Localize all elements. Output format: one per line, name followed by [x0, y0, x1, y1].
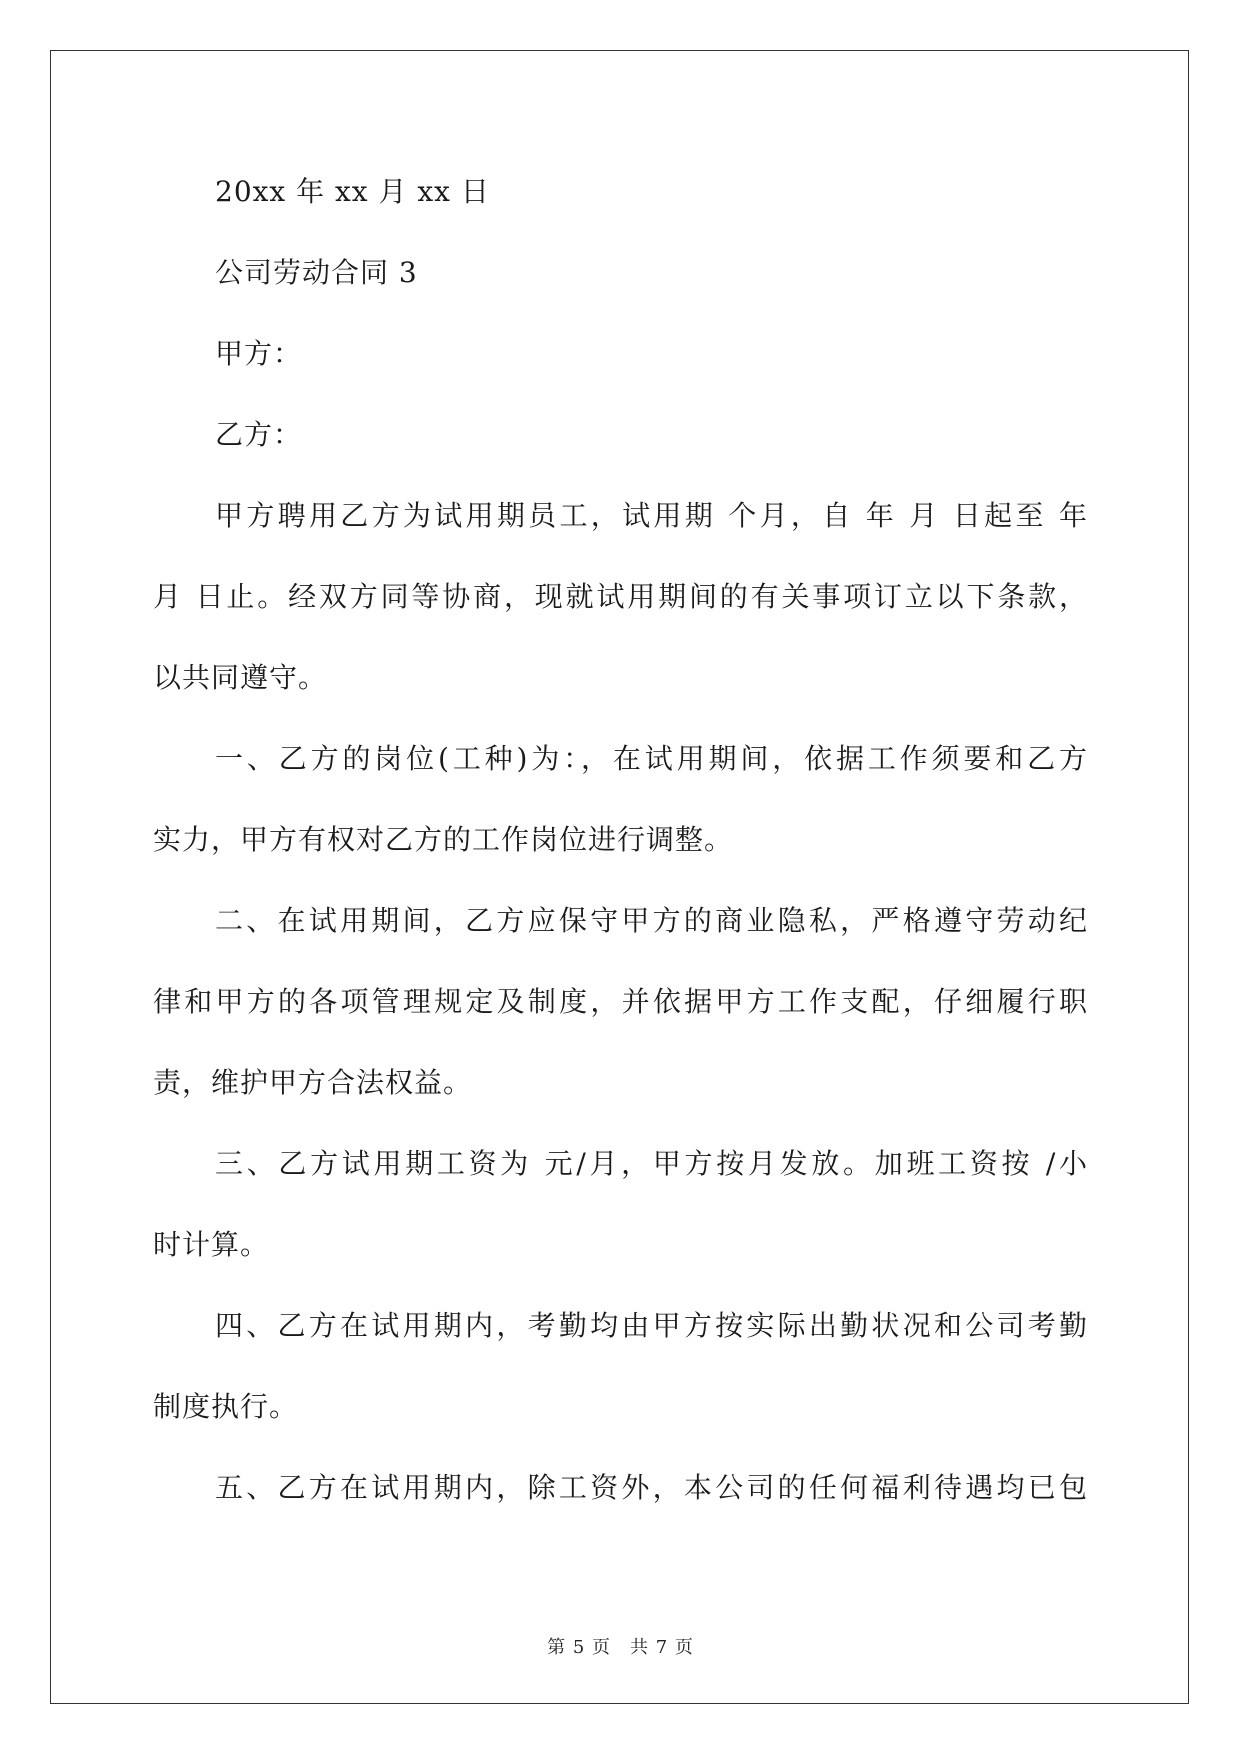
date-line: 20xx 年 xx 月 xx 日 — [215, 175, 490, 208]
party-b-label: 乙方： — [215, 418, 303, 451]
clause-1-line-1: 一、乙方的岗位(工种)为：，在试用期间，依据工作须要和乙方 — [215, 742, 1088, 775]
clause-2-line-2: 律和甲方的各项管理规定及制度，并依据甲方工作支配，仔细履行职 — [153, 985, 1088, 1018]
clause-2-line-3: 责，维护甲方合法权益。 — [153, 1066, 473, 1099]
clause-3-line-2: 时计算。 — [153, 1228, 270, 1261]
clause-1-line-2: 实力，甲方有权对乙方的工作岗位进行调整。 — [153, 823, 734, 856]
clause-2-line-1: 二、在试用期间，乙方应保守甲方的商业隐私，严格遵守劳动纪 — [215, 904, 1088, 937]
page-footer: 第 5 页 共 7 页 — [547, 1637, 694, 1658]
party-a-label: 甲方： — [215, 337, 303, 370]
clause-4-line-2: 制度执行。 — [153, 1390, 299, 1423]
intro-line-2: 月 日止。经双方同等协商，现就试用期间的有关事项订立以下条款， — [153, 580, 1088, 613]
clause-5-line-1: 五、乙方在试用期内，除工资外，本公司的任何福利待遇均已包 — [215, 1471, 1088, 1504]
page-border — [50, 50, 1189, 1704]
clause-3-line-1: 三、乙方试用期工资为 元/月，甲方按月发放。加班工资按 /小 — [215, 1147, 1088, 1180]
clause-4-line-1: 四、乙方在试用期内，考勤均由甲方按实际出勤状况和公司考勤 — [215, 1309, 1088, 1342]
intro-line-1: 甲方聘用乙方为试用期员工，试用期 个月，自 年 月 日起至 年 — [215, 499, 1088, 532]
intro-line-3: 以共同遵守。 — [153, 661, 328, 694]
document-title: 公司劳动合同 3 — [215, 256, 418, 289]
